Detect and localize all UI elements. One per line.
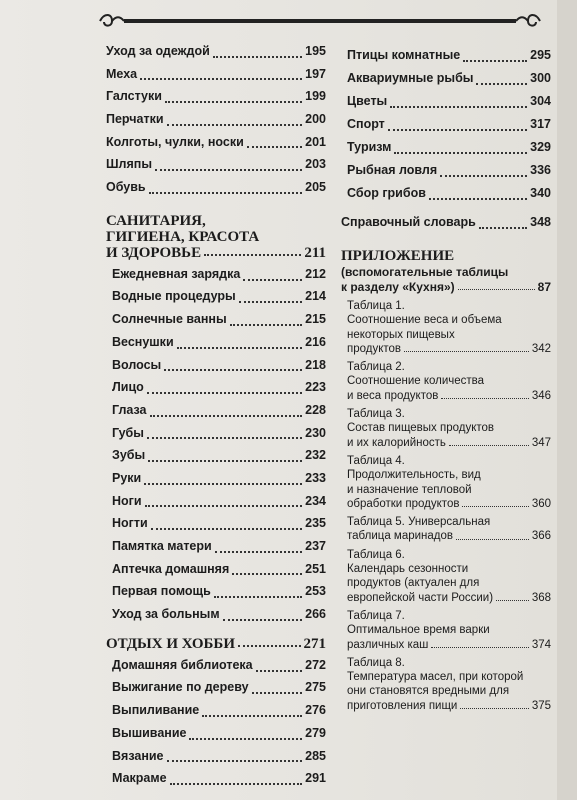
- appendix-table-entry[interactable]: [347, 454, 551, 511]
- entry-title: Лицо: [112, 380, 144, 395]
- entry-page: 329: [530, 140, 551, 154]
- entry-title: Сбор грибов: [347, 186, 426, 200]
- dot-leader: [441, 398, 528, 399]
- dot-leader: [476, 83, 527, 85]
- entry-title: Выпиливание: [112, 703, 200, 718]
- table-caption-line: и их калорийность: [347, 436, 446, 449]
- entry-page: 237: [305, 539, 326, 554]
- entry-page: 235: [305, 516, 326, 531]
- toc-entry[interactable]: [347, 44, 551, 67]
- entry-title: Спорт: [347, 117, 385, 131]
- entry-title: Ежедневная зарядка: [112, 266, 241, 281]
- table-caption-line: таблица маринадов: [347, 530, 453, 543]
- dot-leader: [449, 445, 529, 446]
- entry-page: 266: [305, 607, 326, 622]
- toc-entry[interactable]: [112, 490, 326, 513]
- toc-entry[interactable]: [106, 108, 326, 131]
- entry-page: 291: [305, 771, 326, 786]
- toc-right-column: [341, 44, 551, 713]
- entry-title: Вышивание: [112, 725, 187, 740]
- toc-entry[interactable]: [112, 558, 326, 581]
- entry-page: 368: [531, 591, 551, 604]
- toc-entry[interactable]: [112, 767, 326, 790]
- dot-leader: [140, 78, 302, 80]
- entry-title: Водные процедуры: [112, 289, 236, 304]
- table-caption-line: Таблица 5. Универсальная: [347, 516, 491, 529]
- toc-entry[interactable]: [112, 444, 326, 467]
- header-ornament: [94, 10, 546, 32]
- table-caption-line: Оптимальное время варки: [347, 624, 490, 637]
- table-label: Таблица 4.: [347, 454, 405, 467]
- table-caption-line: они становятся вредными для: [347, 685, 510, 698]
- appendix-table-entry[interactable]: [347, 360, 551, 403]
- toc-entry[interactable]: [112, 354, 326, 377]
- table-caption-line: продуктов: [347, 342, 402, 355]
- entry-page: 340: [530, 186, 551, 200]
- entry-page: 346: [531, 389, 551, 402]
- entry-title: Губы: [112, 425, 144, 440]
- toc-left-column: [106, 40, 326, 790]
- dot-leader: [170, 783, 303, 785]
- dot-leader: [167, 760, 303, 762]
- toc-entry[interactable]: [112, 699, 326, 722]
- toc-entry[interactable]: [347, 67, 551, 90]
- appendix-table-entry[interactable]: [347, 299, 551, 356]
- dot-leader: [148, 460, 302, 462]
- entry-page: 201: [305, 134, 326, 149]
- dot-leader: [155, 169, 302, 171]
- dot-leader: [167, 124, 303, 126]
- entry-page: 374: [531, 638, 551, 651]
- entry-title: Руки: [112, 470, 142, 485]
- table-caption-line: различных каш: [347, 638, 429, 651]
- table-caption-line: и назначение тепловой: [347, 483, 472, 496]
- dot-leader: [462, 506, 528, 507]
- toc-entry[interactable]: [112, 654, 326, 677]
- entry-title: Выжигание по дереву: [112, 680, 249, 695]
- dot-leader: [390, 106, 527, 108]
- appendix-table-entry[interactable]: [347, 515, 551, 544]
- entry-page: 197: [305, 66, 326, 81]
- entry-title: Вязание: [112, 748, 164, 763]
- entry-title: Ноги: [112, 493, 142, 508]
- entry-page: 342: [531, 342, 551, 355]
- entry-title: Домашняя библиотека: [112, 657, 253, 672]
- appendix-subtitle[interactable]: (вспомогательные таблицы к разделу «Кухня») 87: [341, 265, 551, 294]
- entry-page: 216: [305, 334, 326, 349]
- dot-leader: [215, 551, 302, 553]
- dot-leader: [213, 56, 302, 58]
- table-caption-line: и веса продуктов: [347, 389, 439, 402]
- toc-entry[interactable]: [112, 263, 326, 286]
- entry-page: 233: [305, 470, 326, 485]
- toc-entry[interactable]: [106, 40, 326, 63]
- dot-leader: [256, 670, 303, 672]
- entry-title: Ногти: [112, 516, 148, 531]
- entry-page: 214: [305, 289, 326, 304]
- entry-title: Аптечка домашняя: [112, 561, 230, 576]
- entry-page: 230: [305, 425, 326, 440]
- entry-page: 234: [305, 493, 326, 508]
- toc-entry[interactable]: [106, 176, 326, 199]
- entry-title: Перчатки: [106, 112, 164, 127]
- toc-entry[interactable]: [106, 131, 326, 154]
- appendix-title: ПРИЛОЖЕНИЕ: [341, 248, 455, 264]
- entry-page: 195: [305, 43, 326, 58]
- entry-page: 212: [305, 266, 326, 281]
- dot-leader: [214, 596, 302, 598]
- entry-title: Веснушки: [112, 334, 174, 349]
- table-caption-line: продуктов (актуален для: [347, 577, 480, 590]
- entry-page: 336: [530, 163, 551, 177]
- dot-leader: [431, 647, 528, 648]
- dot-leader: [147, 392, 302, 394]
- entry-page: 360: [531, 497, 551, 510]
- entry-page: 300: [530, 71, 551, 85]
- toc-entry[interactable]: [106, 63, 326, 86]
- toc-entry[interactable]: [112, 745, 326, 768]
- table-caption-line: Календарь сезонности: [347, 563, 469, 576]
- toc-entry[interactable]: [112, 331, 326, 354]
- entry-title: Зубы: [112, 448, 146, 463]
- dot-leader: [149, 192, 303, 194]
- entry-title: Уход за одеждой: [106, 43, 210, 58]
- table-caption-line: Температура масел, при которой: [347, 671, 524, 684]
- dot-leader: [147, 437, 302, 439]
- table-caption-line: некоторых пищевых: [347, 328, 455, 341]
- toc-entry[interactable]: [112, 286, 326, 309]
- entry-title: Туризм: [347, 140, 392, 154]
- toc-entry[interactable]: [106, 153, 326, 176]
- entry-page: 203: [305, 157, 326, 172]
- entry-page: 285: [305, 748, 326, 763]
- toc-entry[interactable]: [112, 580, 326, 603]
- entry-page: 347: [531, 436, 551, 449]
- entry-page: 317: [530, 117, 551, 131]
- table-label: Таблица 2.: [347, 361, 405, 374]
- dot-leader: [202, 715, 302, 717]
- toc-entry[interactable]: [112, 467, 326, 490]
- toc-entry[interactable]: [112, 422, 326, 445]
- table-label: Таблица 7.: [347, 609, 405, 622]
- dot-leader: [496, 600, 529, 601]
- entry-title: Макраме: [112, 771, 167, 786]
- dot-leader: [394, 152, 527, 154]
- toc-entry[interactable]: [347, 182, 551, 205]
- toc-entry[interactable]: [347, 159, 551, 182]
- dot-leader: [151, 528, 302, 530]
- entry-title: Первая помощь: [112, 584, 211, 599]
- entry-title: Солнечные ванны: [112, 312, 227, 327]
- appendix-table-entry[interactable]: [347, 609, 551, 652]
- toc-entry[interactable]: [347, 136, 551, 159]
- dot-leader: [456, 539, 529, 540]
- section-sanitary[interactable]: САНИТАРИЯ, ГИГИЕНА, КРАСОТА И ЗДОРОВЬЕ 211: [106, 212, 326, 261]
- table-label: Таблица 3.: [347, 408, 405, 421]
- toc-entry[interactable]: [347, 113, 551, 136]
- table-caption-line: Соотношение веса и объема: [347, 314, 502, 327]
- entry-title: Цветы: [347, 94, 388, 108]
- dot-leader: [144, 483, 302, 485]
- entry-title: Памятка матери: [112, 539, 212, 554]
- entry-page: 366: [531, 530, 551, 543]
- dot-leader: [189, 738, 302, 740]
- appendix-table-entry[interactable]: [347, 656, 551, 713]
- table-caption-line: Состав пищевых продуктов: [347, 422, 495, 435]
- entry-title: Уход за больным: [112, 607, 220, 622]
- entry-title: Обувь: [106, 180, 146, 195]
- entry-page: 304: [530, 94, 551, 108]
- section-page: 271: [303, 635, 326, 652]
- entry-title: Шляпы: [106, 157, 153, 172]
- dot-leader: [165, 101, 302, 103]
- entry-page: 295: [530, 48, 551, 62]
- entry-page: 200: [305, 112, 326, 127]
- dot-leader: [145, 505, 303, 507]
- entry-page: 223: [305, 380, 326, 395]
- toc-entry[interactable]: [106, 85, 326, 108]
- toc-entry[interactable]: [347, 90, 551, 113]
- dot-leader: [230, 324, 303, 326]
- section-hobby[interactable]: ОТДЫХ И ХОББИ 271: [106, 635, 326, 652]
- entry-page: 251: [305, 561, 326, 576]
- dot-leader: [463, 60, 527, 62]
- dot-leader: [177, 347, 303, 349]
- dot-leader: [247, 146, 302, 148]
- entry-page: 253: [305, 584, 326, 599]
- entry-page: 276: [305, 703, 326, 718]
- appendix-table-entry[interactable]: [347, 407, 551, 450]
- dot-leader: [232, 573, 302, 575]
- entry-page: 375: [531, 699, 551, 712]
- toc-entry[interactable]: [112, 399, 326, 422]
- entry-page: 218: [305, 357, 326, 372]
- dot-leader: [404, 351, 529, 352]
- page-edge: [557, 0, 577, 800]
- dot-leader: [460, 708, 528, 709]
- entry-page: 279: [305, 725, 326, 740]
- entry-page: 228: [305, 402, 326, 417]
- entry-page: 232: [305, 448, 326, 463]
- dot-leader: [243, 279, 302, 281]
- dot-leader: [429, 198, 527, 200]
- entry-title: Аквариумные рыбы: [347, 71, 474, 85]
- entry-page: 205: [305, 180, 326, 195]
- table-caption-line: приготовления пищи: [347, 699, 458, 712]
- appendix-table-entry[interactable]: [347, 548, 551, 605]
- section-page: 211: [304, 244, 326, 261]
- entry-page: 215: [305, 312, 326, 327]
- dot-leader: [150, 415, 303, 417]
- toc-entry[interactable]: [112, 535, 326, 558]
- table-label: Таблица 1.: [347, 300, 405, 312]
- toc-entry[interactable]: [112, 722, 326, 745]
- dot-leader: [252, 692, 303, 694]
- toc-entry[interactable]: [112, 677, 326, 700]
- table-caption-line: европейской части России): [347, 591, 494, 604]
- entry-title: Глаза: [112, 402, 147, 417]
- table-caption-line: Продолжительность, вид: [347, 469, 481, 482]
- table-caption-line: обработки продуктов: [347, 497, 460, 510]
- entry-title: Меха: [106, 66, 138, 81]
- table-label: Таблица 8.: [347, 656, 405, 669]
- dot-leader: [223, 619, 303, 621]
- toc-entry[interactable]: [112, 376, 326, 399]
- toc-entry[interactable]: [112, 308, 326, 331]
- dot-leader: [239, 301, 302, 303]
- entry-title: Волосы: [112, 357, 162, 372]
- entry-page: 272: [305, 657, 326, 672]
- dot-leader: [440, 175, 527, 177]
- entry-title: Рыбная ловля: [347, 163, 438, 177]
- table-label: Таблица 6.: [347, 548, 405, 561]
- table-caption-line: Соотношение количества: [347, 375, 485, 388]
- dot-leader: [164, 369, 302, 371]
- toc-entry[interactable]: [112, 603, 326, 626]
- toc-entry[interactable]: [112, 512, 326, 535]
- entry-title: Колготы, чулки, носки: [106, 134, 244, 149]
- entry-title: Галстуки: [106, 89, 162, 104]
- entry-page: 199: [305, 89, 326, 104]
- entry-page: 275: [305, 680, 326, 695]
- toc-entry-dictionary[interactable]: Справочный словарь 348: [341, 215, 551, 229]
- dot-leader: [388, 129, 527, 131]
- entry-title: Птицы комнатные: [347, 48, 461, 62]
